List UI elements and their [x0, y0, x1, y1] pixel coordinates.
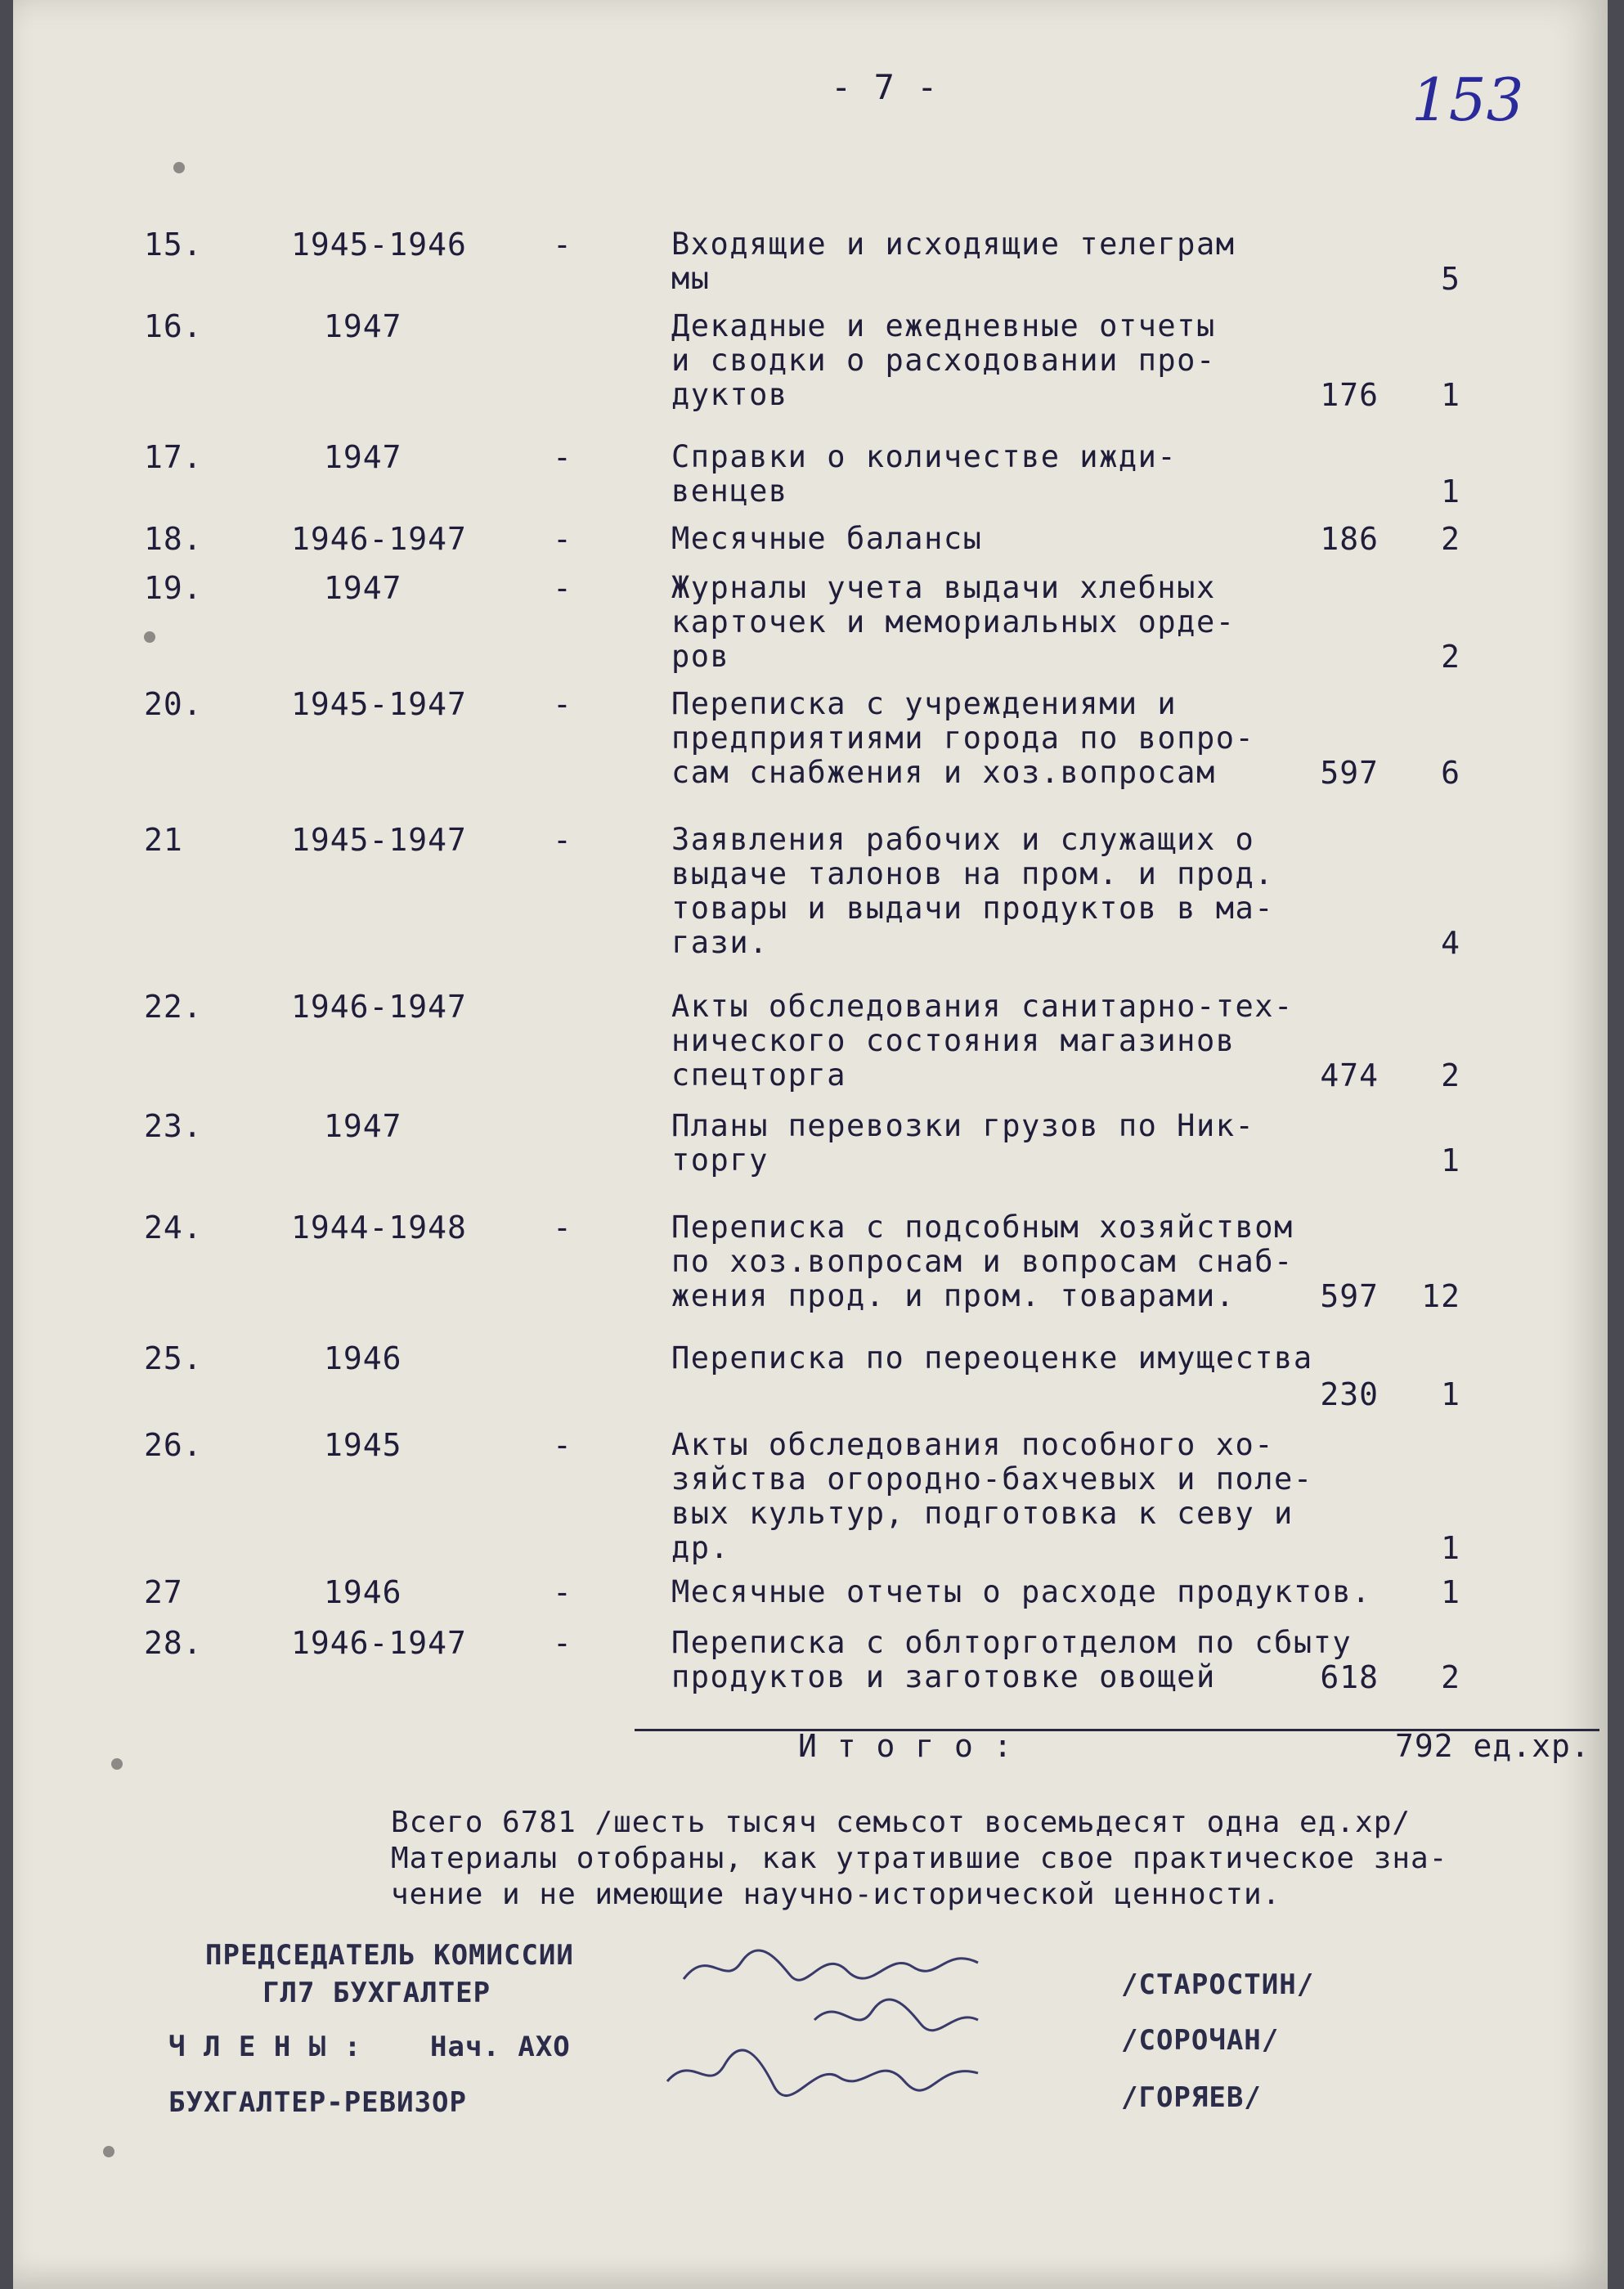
row-number: 18.: [144, 521, 203, 557]
chair-role: ГЛ7 БУХГАЛТЕР: [262, 1977, 491, 2009]
signatory-name-1: /СТАРОСТИН/: [1121, 1968, 1315, 2001]
binding-hole: [111, 1758, 123, 1770]
summary-line-3: чение и не имеющие научно-исторической ценности.: [391, 1878, 1281, 1911]
row-description-line: Переписка по переоценке имущества: [671, 1340, 1313, 1376]
row-unit-count: 1: [1441, 1376, 1460, 1412]
row-dash: -: [553, 521, 572, 557]
row-dash: -: [553, 439, 572, 475]
row-years: 1946-1947: [291, 989, 467, 1025]
row-years: 1945-1947: [291, 822, 467, 858]
row-dash: -: [553, 822, 572, 858]
row-description-line: карточек и мемориальных орде-: [671, 604, 1236, 640]
row-description-line: Журналы учета выдачи хлебных: [671, 570, 1216, 605]
row-description-line: предприятиями города по вопро-: [671, 720, 1255, 756]
row-unit-count: 1: [1441, 474, 1460, 509]
row-number: 25.: [144, 1340, 203, 1376]
row-unit-count: 1: [1441, 377, 1460, 413]
summary-line-2: Материалы отобраны, как утратившие свое практическое зна-: [391, 1842, 1448, 1875]
row-number: 22.: [144, 989, 203, 1025]
row-description-line: жения прод. и пром. товарами.: [671, 1278, 1236, 1313]
row-description-line: др.: [671, 1530, 730, 1565]
row-unit-count: 6: [1441, 755, 1460, 791]
row-number: 16.: [144, 308, 203, 344]
row-number: 17.: [144, 439, 203, 475]
row-unit-count: 12: [1421, 1278, 1460, 1314]
row-description-line: Переписка с подсобным хозяйством: [671, 1210, 1294, 1245]
auditor-role: БУХГАЛТЕР-РЕВИЗОР: [168, 2086, 467, 2119]
binding-hole: [103, 2146, 114, 2157]
row-description-line: Заявления рабочих и служащих о: [671, 822, 1255, 857]
row-years: 1946: [324, 1574, 402, 1610]
row-description-line: торгу: [671, 1142, 769, 1178]
row-number: 20.: [144, 686, 203, 722]
members-role: Нач. АХО: [430, 2031, 571, 2063]
row-unit-count: 1: [1441, 1530, 1460, 1566]
row-dash: -: [553, 1427, 572, 1463]
handwritten-signatures: [651, 1930, 1109, 2143]
row-unit-count: 2: [1441, 639, 1460, 675]
row-unit-count: 2: [1441, 521, 1460, 557]
row-years: 1945-1947: [291, 686, 467, 722]
row-description-line: ров: [671, 639, 730, 674]
row-description-line: мы: [671, 261, 711, 296]
row-number: 24.: [144, 1210, 203, 1245]
row-number: 27: [144, 1574, 183, 1610]
handwritten-page-number: 153: [1411, 65, 1524, 134]
signatory-name-2: /СОРОЧАН/: [1121, 2024, 1280, 2057]
row-sheet-count: 474: [1320, 1057, 1379, 1093]
row-dash: -: [553, 1625, 572, 1661]
row-description-line: выдаче талонов на пром. и прод.: [671, 856, 1275, 891]
row-sheet-count: 230: [1320, 1376, 1379, 1412]
row-description-line: Акты обследования пособного хо-: [671, 1427, 1275, 1462]
page-number: - 7 -: [831, 67, 939, 107]
row-description-line: зяйства огородно-бахчевых и поле-: [671, 1461, 1313, 1497]
row-description-line: Месячные отчеты о расходе продуктов.: [671, 1574, 1371, 1609]
row-description-line: спецторга: [671, 1057, 846, 1093]
row-description-line: Справки о количестве ижди-: [671, 439, 1178, 474]
row-description-line: Переписка с облторготделом по сбыту: [671, 1625, 1353, 1660]
row-years: 1945-1946: [291, 227, 467, 263]
row-years: 1946: [324, 1340, 402, 1376]
document-page: [13, 0, 1608, 2289]
row-description-line: гази.: [671, 925, 769, 960]
row-number: 15.: [144, 227, 203, 263]
row-unit-count: 2: [1441, 1057, 1460, 1093]
row-sheet-count: 176: [1320, 377, 1379, 413]
row-sheet-count: 618: [1320, 1659, 1379, 1695]
row-description-line: продуктов и заготовке овощей: [671, 1659, 1216, 1694]
binding-hole: [173, 162, 185, 173]
row-description-line: дуктов: [671, 377, 788, 412]
binding-hole: [144, 631, 155, 643]
total-value: 792 ед.хр.: [1395, 1728, 1590, 1764]
row-years: 1946-1947: [291, 521, 467, 557]
row-sheet-count: 597: [1320, 1278, 1379, 1314]
row-description-line: и сводки о расходовании про-: [671, 343, 1216, 378]
chair-title: ПРЕДСЕДАТЕЛЬ КОМИССИИ: [205, 1939, 574, 1972]
signatory-name-3: /ГОРЯЕВ/: [1121, 2081, 1262, 2114]
row-years: 1947: [324, 308, 402, 344]
row-sheet-count: 186: [1320, 521, 1379, 557]
row-number: 19.: [144, 570, 203, 606]
row-years: 1946-1947: [291, 1625, 467, 1661]
row-years: 1945: [324, 1427, 402, 1463]
row-description-line: сам снабжения и хоз.вопросам: [671, 755, 1216, 790]
row-dash: -: [553, 1574, 572, 1610]
row-unit-count: 1: [1441, 1142, 1460, 1178]
row-description-line: Акты обследования санитарно-тех-: [671, 989, 1294, 1024]
row-description-line: венцев: [671, 474, 788, 509]
row-description-line: Входящие и исходящие телеграм: [671, 227, 1236, 262]
row-number: 26.: [144, 1427, 203, 1463]
row-years: 1947: [324, 570, 402, 606]
row-dash: -: [553, 1210, 572, 1245]
row-unit-count: 1: [1441, 1574, 1460, 1610]
row-number: 21: [144, 822, 183, 858]
row-years: 1947: [324, 1108, 402, 1144]
row-number: 23.: [144, 1108, 203, 1144]
row-years: 1947: [324, 439, 402, 475]
row-description-line: Переписка с учреждениями и: [671, 686, 1178, 721]
row-unit-count: 5: [1441, 261, 1460, 297]
row-description-line: товары и выдачи продуктов в ма-: [671, 891, 1275, 926]
row-description-line: Месячные балансы: [671, 521, 983, 556]
row-description-line: Декадные и ежедневные отчеты: [671, 308, 1216, 343]
row-number: 28.: [144, 1625, 203, 1661]
row-dash: -: [553, 686, 572, 722]
summary-line-1: Всего 6781 /шесть тысяч семьсот восемьдесят одна ед.хр/: [391, 1806, 1411, 1839]
row-unit-count: 2: [1441, 1659, 1460, 1695]
row-dash: -: [553, 570, 572, 606]
row-dash: -: [553, 227, 572, 263]
total-label: И т о г о :: [798, 1728, 1013, 1764]
row-description-line: Планы перевозки грузов по Ник-: [671, 1108, 1255, 1143]
row-unit-count: 4: [1441, 925, 1460, 961]
row-sheet-count: 597: [1320, 755, 1379, 791]
row-description-line: нического состояния магазинов: [671, 1023, 1236, 1058]
row-years: 1944-1948: [291, 1210, 467, 1245]
row-description-line: вых культур, подготовка к севу и: [671, 1496, 1294, 1531]
members-label: Ч Л Е Н Ы :: [168, 2031, 362, 2063]
row-description-line: по хоз.вопросам и вопросам снаб-: [671, 1244, 1294, 1279]
